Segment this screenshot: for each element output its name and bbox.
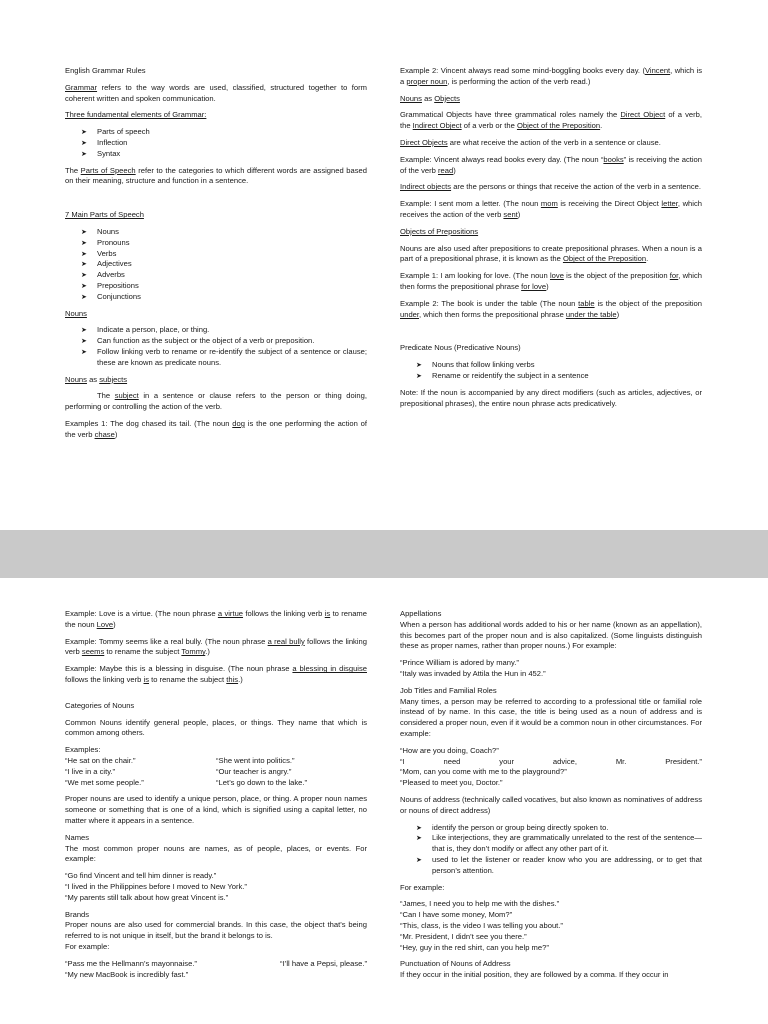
page-2-left-column	[65, 609, 367, 986]
address-quote: “This, class, is the video I was telling you about.”	[400, 920, 563, 930]
indirect-objects-definition: Indirect objects are the persons or things that receive the action of the verb in a sentence.	[400, 182, 701, 192]
seven-parts-list	[65, 227, 367, 303]
job-title-quote: “How are you doing, Coach?”	[400, 745, 499, 755]
names-text: The most common proper nouns are names, as of people, places, or events. For example:	[65, 843, 367, 864]
list-item: ➤ Parts of speech	[81, 127, 367, 138]
punctuation-text: If they occur in the initial position, they are followed by a comma. If they occur in	[400, 970, 669, 980]
appellation-quote: “Italy was invaded by Attila the Hun in 452.”	[400, 668, 546, 678]
list-item: ➤ Conjunctions	[81, 292, 367, 303]
brands-text: Proper nouns are also used for commercial brands. In this case, the object that’s being referred to is not unique in itself, but the brand it belongs to is.	[65, 920, 367, 941]
example-quote: “He sat on the chair.”	[65, 755, 136, 765]
predicate-nouns-list	[400, 360, 702, 382]
predicate-example-3: Example: Maybe this is a blessing in disguise. (The noun phrase a blessing in disguise follows the linking verb is to rename the subject this.)	[65, 664, 367, 684]
seven-parts-heading: 7 Main Parts of Speech	[65, 210, 144, 220]
preposition-example-1: Example 1: I am looking for love. (The noun love is the object of the preposition for, which then forms the prepositional phrase for love)	[400, 271, 702, 291]
list-item: ➤ Prepositions	[81, 281, 367, 292]
nouns-of-address-list	[400, 823, 702, 877]
page-2	[0, 578, 768, 1024]
examples-label: Examples:	[65, 745, 101, 755]
subject-example-2: Example 2: Vincent always read some mind-boggling books every day. (Vincent, which is a proper noun, is performing the action of the verb read.)	[400, 66, 702, 86]
list-item: ➤ Indicate a person, place, or thing.	[81, 325, 367, 336]
example-quote: “Our teacher is angry.”	[216, 766, 292, 776]
three-elements-heading: Three fundamental elements of Grammar:	[65, 110, 207, 120]
list-item: ➤ Adverbs	[81, 270, 367, 281]
list-item: ➤ Inflection	[81, 138, 367, 149]
grammatical-objects-text: Grammatical Objects have three grammatical roles namely the Direct Object of a verb, the Indirect Object of a verb or the Object of the Preposition.	[400, 110, 702, 131]
names-heading: Names	[65, 832, 90, 842]
example-quote: “We met some people.”	[65, 777, 144, 787]
three-elements-list	[65, 127, 367, 159]
nouns-as-objects-heading: Nouns as Objects	[400, 93, 460, 103]
appellation-quote: “Prince William is adored by many.”	[400, 658, 519, 668]
predicate-note: Note: If the noun is accompanied by any direct modifiers (such as articles, adjectives, or prepositional phrases), the entire noun phrase acts predicatively.	[400, 387, 702, 408]
names-quote: “I lived in the Philippines before I moved to New York.”	[65, 881, 247, 891]
nouns-of-address-text: Nouns of address (technically called vocatives, but also known as nominatives of address or nouns of direct address)	[400, 794, 702, 815]
page-1-left-column	[65, 66, 367, 447]
appellations-heading: Appellations	[400, 609, 442, 618]
brand-quote: “Pass me the Hellmann’s mayonnaise.”	[65, 958, 197, 968]
direct-objects-definition: Direct Objects are what receive the action of the verb in a sentence or clause.	[400, 137, 661, 147]
proper-nouns-text: Proper nouns are used to identify a unique person, place, or thing. A proper noun names someone or something that is one of a kind, which is signified using a capital letter, no matter where it appears in a sentence.	[65, 794, 367, 825]
nouns-heading: Nouns	[65, 308, 87, 318]
common-examples-grid	[65, 756, 367, 788]
names-quote: “Go find Vincent and tell him dinner is ready.”	[65, 871, 217, 881]
list-item: ➤ identify the person or group being directly spoken to.	[416, 823, 702, 834]
address-quote: “James, I need you to help me with the dishes.”	[400, 899, 560, 909]
grammar-definition: Grammar refers to the way words are used, classified, structured together to form coherent written and spoken communication.	[65, 82, 367, 103]
brands-heading: Brands	[65, 909, 90, 919]
predicate-example-1: Example: Love is a virtue. (The noun phrase a virtue follows the linking verb is to rename the noun Love)	[65, 609, 367, 629]
list-item: ➤ Nouns that follow linking verbs	[416, 360, 702, 371]
job-titles-heading: Job Titles and Familial Roles	[400, 685, 497, 695]
subject-example-1: Examples 1: The dog chased its tail. (The noun dog is the one performing the action of the verb chase)	[65, 418, 368, 439]
objects-of-prepositions-text: Nouns are also used after prepositions to create prepositional phrases. When a noun is a part of a prepositional phrase, it is known as the Object of the Preposition.	[400, 243, 702, 264]
list-item: ➤ Pronouns	[81, 238, 367, 249]
job-title-quote: “Pleased to meet you, Doctor.”	[400, 778, 503, 788]
predicate-nouns-heading: Predicate Nous (Predicative Nouns)	[400, 343, 521, 353]
list-item: ➤ used to let the listener or reader know who you are addressing, or to get that person’s attention.	[416, 855, 702, 877]
punctuation-heading: Punctuation of Nouns of Address	[400, 959, 511, 969]
list-item: ➤ Follow linking verb to rename or re-identify the subject of a sentence or clause; these are known as predicate nouns.	[81, 347, 367, 369]
brand-quote: “I’ll have a Pepsi, please.”	[280, 958, 367, 968]
job-title-quote: “I need your advice, Mr. President.”	[400, 756, 702, 766]
brand-quote: “My new MacBook is incredibly fast.”	[65, 969, 189, 979]
list-item: ➤ Verbs	[81, 249, 367, 260]
objects-of-prepositions-heading: Objects of Prepositions	[400, 226, 479, 236]
list-item: ➤ Adjectives	[81, 259, 367, 270]
nouns-list	[65, 325, 367, 368]
list-item: ➤ Nouns	[81, 227, 367, 238]
example-quote: “Let’s go down to the lake.”	[216, 777, 308, 787]
nouns-as-subjects-heading: Nouns as subjects	[65, 374, 128, 384]
list-item: ➤ Rename or reidentify the subject in a sentence	[416, 371, 702, 382]
page-2-right-column	[400, 609, 702, 981]
example-quote: “She went into politics.”	[216, 755, 295, 765]
list-item: ➤ Like interjections, they are grammatically unrelated to the rest of the sentence—that is, they don’t modify or affect any other part of it.	[416, 833, 702, 855]
common-nouns-text: Common Nouns identify general people, places, or things. They name that which is common among others.	[65, 717, 367, 738]
page-1-right-column	[400, 66, 702, 415]
predicate-example-2: Example: Tommy seems like a real bully. (The noun phrase a real bully follows the linking verb seems to rename the subject Tommy.)	[65, 636, 367, 657]
indirect-object-example: Example: I sent mom a letter. (The noun mom is receiving the Direct Object letter, which receives the action of the verb sent)	[400, 199, 702, 219]
address-quote: “Hey, guy in the red shirt, can you help me?”	[400, 942, 549, 952]
document-title: English Grammar Rules	[65, 66, 146, 75]
categories-heading: Categories of Nouns	[65, 700, 135, 710]
list-item: ➤ Can function as the subject or the object of a verb or preposition.	[81, 336, 367, 347]
job-titles-text: Many times, a person may be referred to according to a professional title or familial role instead of by name. In this case, the title is being used as a noun of address and is considered a proper noun, even if it would be a common noun in other circumstances. For example:	[400, 696, 702, 738]
address-quote: “Can I have some money, Mom?”	[400, 910, 513, 920]
parts-of-speech-definition: The Parts of Speech refer to the categories to which different words are assigned based on their meaning, structure and function in a sentence.	[65, 165, 367, 186]
example-quote: “I live in a city.”	[65, 766, 116, 776]
names-quote: “My parents still talk about how great Vincent is.”	[65, 892, 229, 902]
brands-for-example: For example:	[65, 941, 110, 951]
brands-examples-grid	[65, 959, 367, 981]
subject-definition: The subject in a sentence or clause refers to the person or thing doing, performing or controlling the action of the verb.	[65, 391, 367, 412]
direct-object-example: Example: Vincent always read books every day. (The noun “books” is receiving the action of the verb read)	[400, 154, 702, 175]
job-title-quote: “Mom, can you come with me to the playground?”	[400, 767, 567, 777]
address-quote: “Mr. President, I didn’t see you there.”	[400, 931, 527, 941]
preposition-example-2: Example 2: The book is under the table (The noun table is the object of the preposition under, which then forms the prepositional phrase under the table)	[400, 298, 702, 319]
appellations-text: When a person has additional words added to his or her name (known as an appellation), this becomes part of the proper noun and is also capitalized. (Some linguists distinguish these as proper names, rather than proper nouns.) For example:	[400, 619, 702, 651]
list-item: ➤ Syntax	[81, 149, 367, 160]
address-for-example: For example:	[400, 882, 445, 892]
